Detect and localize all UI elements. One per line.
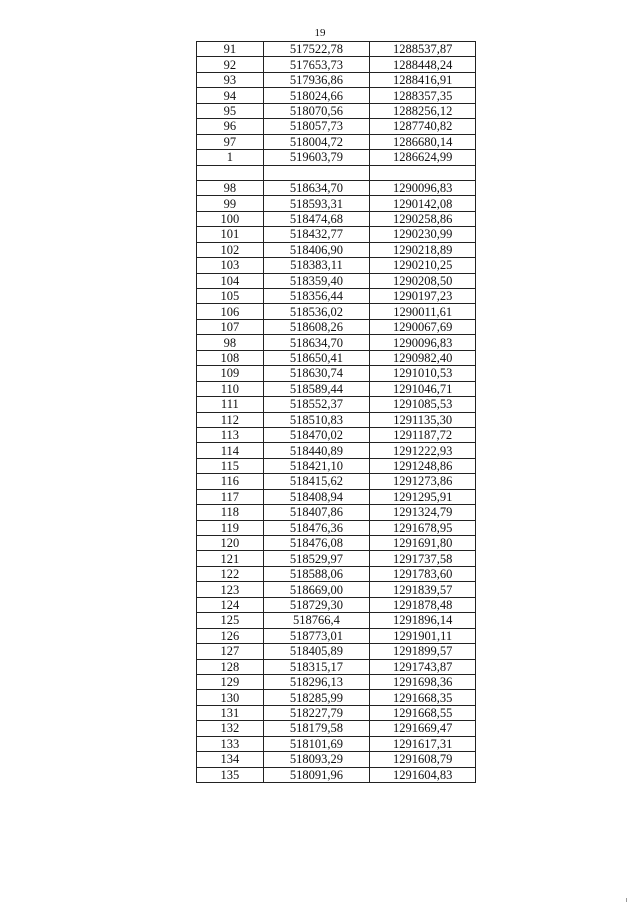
- y-coordinate-cell: 1290210,25: [370, 258, 476, 273]
- point-number-cell: 130: [197, 690, 264, 705]
- point-number-cell: 134: [197, 752, 264, 767]
- table-row: [197, 72, 476, 87]
- y-coordinate-cell: 1287740,82: [370, 119, 476, 134]
- table-row: [197, 350, 476, 365]
- point-number-cell: 96: [197, 119, 264, 134]
- x-coordinate-cell: 518593,31: [263, 196, 370, 211]
- x-coordinate-cell: 518536,02: [263, 304, 370, 319]
- x-coordinate-cell: 518432,77: [263, 227, 370, 242]
- y-coordinate-cell: 1291187,72: [370, 427, 476, 442]
- x-coordinate-cell: 518470,02: [263, 427, 370, 442]
- point-number-cell: 113: [197, 427, 264, 442]
- y-coordinate-cell: 1290982,40: [370, 350, 476, 365]
- table-row: [197, 242, 476, 257]
- table-row: [197, 551, 476, 566]
- y-coordinate-cell: 1291669,47: [370, 721, 476, 736]
- point-number-cell: 108: [197, 350, 264, 365]
- x-coordinate-cell: 518285,99: [263, 690, 370, 705]
- x-coordinate-cell: 518729,30: [263, 597, 370, 612]
- y-coordinate-cell: 1288537,87: [370, 42, 476, 57]
- x-coordinate-cell: 518408,94: [263, 489, 370, 504]
- page-number: 19: [314, 27, 326, 39]
- point-number-cell: 110: [197, 381, 264, 396]
- point-number-cell: 100: [197, 211, 264, 226]
- y-coordinate-cell: 1291678,95: [370, 520, 476, 535]
- x-coordinate-cell: 518588,06: [263, 566, 370, 581]
- y-coordinate-cell: 1291668,55: [370, 705, 476, 720]
- point-number-cell: 117: [197, 489, 264, 504]
- x-coordinate-cell: 518024,66: [263, 88, 370, 103]
- y-coordinate-cell: 1290258,86: [370, 211, 476, 226]
- x-coordinate-cell: 518093,29: [263, 752, 370, 767]
- y-coordinate-cell: 1290197,23: [370, 289, 476, 304]
- table-row: [197, 427, 476, 442]
- y-coordinate-cell: 1290096,83: [370, 180, 476, 195]
- y-coordinate-cell: 1291698,36: [370, 674, 476, 689]
- x-coordinate-cell: 518650,41: [263, 350, 370, 365]
- point-number-cell: 99: [197, 196, 264, 211]
- x-coordinate-cell: 518474,68: [263, 211, 370, 226]
- x-coordinate-cell: 518383,11: [263, 258, 370, 273]
- x-coordinate-cell: 518415,62: [263, 474, 370, 489]
- table-row: [197, 304, 476, 319]
- table-row: [197, 165, 476, 180]
- y-coordinate-cell: 1291783,60: [370, 566, 476, 581]
- x-coordinate-cell: 518091,96: [263, 767, 370, 782]
- point-number-cell: 97: [197, 134, 264, 149]
- x-coordinate-cell: 518057,73: [263, 119, 370, 134]
- point-number-cell: 121: [197, 551, 264, 566]
- point-number-cell: 128: [197, 659, 264, 674]
- x-coordinate-cell: 518630,74: [263, 366, 370, 381]
- point-number-cell: 129: [197, 674, 264, 689]
- y-coordinate-cell: 1290230,99: [370, 227, 476, 242]
- table-row: [197, 474, 476, 489]
- point-number-cell: 111: [197, 397, 264, 412]
- x-coordinate-cell: 518669,00: [263, 582, 370, 597]
- x-coordinate-cell: 518101,69: [263, 736, 370, 751]
- table-row: [197, 211, 476, 226]
- y-coordinate-cell: 1291324,79: [370, 505, 476, 520]
- x-coordinate-cell: 518476,36: [263, 520, 370, 535]
- x-coordinate-cell: 518634,70: [263, 335, 370, 350]
- table-row: [197, 180, 476, 195]
- table-row: [197, 458, 476, 473]
- point-number-cell: 125: [197, 613, 264, 628]
- y-coordinate-cell: 1286680,14: [370, 134, 476, 149]
- point-number-cell: 114: [197, 443, 264, 458]
- y-coordinate-cell: 1291737,58: [370, 551, 476, 566]
- x-coordinate-cell: 518296,13: [263, 674, 370, 689]
- y-coordinate-cell: 1291135,30: [370, 412, 476, 427]
- x-coordinate-cell: 518552,37: [263, 397, 370, 412]
- point-number-cell: 93: [197, 72, 264, 87]
- y-coordinate-cell: 1291295,91: [370, 489, 476, 504]
- y-coordinate-cell: 1291668,35: [370, 690, 476, 705]
- y-coordinate-cell: 1291901,11: [370, 628, 476, 643]
- x-coordinate-cell: 517653,73: [263, 57, 370, 72]
- table-row: [197, 119, 476, 134]
- point-number-cell: 98: [197, 335, 264, 350]
- point-number-cell: 120: [197, 536, 264, 551]
- table-row: [197, 752, 476, 767]
- x-coordinate-cell: [263, 165, 370, 180]
- x-coordinate-cell: 518608,26: [263, 319, 370, 334]
- table-row: [197, 134, 476, 149]
- point-number-cell: 101: [197, 227, 264, 242]
- point-number-cell: 131: [197, 705, 264, 720]
- y-coordinate-cell: 1290208,50: [370, 273, 476, 288]
- y-coordinate-cell: 1291010,53: [370, 366, 476, 381]
- point-number-cell: 119: [197, 520, 264, 535]
- y-coordinate-cell: 1290011,61: [370, 304, 476, 319]
- point-number-cell: 91: [197, 42, 264, 57]
- y-coordinate-cell: 1288357,35: [370, 88, 476, 103]
- y-coordinate-cell: 1290067,69: [370, 319, 476, 334]
- table-row: [197, 767, 476, 782]
- table-row: [197, 319, 476, 334]
- table-row: [197, 412, 476, 427]
- x-coordinate-cell: 518405,89: [263, 644, 370, 659]
- point-number-cell: 103: [197, 258, 264, 273]
- point-number-cell: 116: [197, 474, 264, 489]
- y-coordinate-cell: 1291899,57: [370, 644, 476, 659]
- x-coordinate-cell: 518440,89: [263, 443, 370, 458]
- point-number-cell: 104: [197, 273, 264, 288]
- x-coordinate-cell: 518510,83: [263, 412, 370, 427]
- table-row: [197, 520, 476, 535]
- point-number-cell: 94: [197, 88, 264, 103]
- table-row: [197, 366, 476, 381]
- y-coordinate-cell: 1291046,71: [370, 381, 476, 396]
- y-coordinate-cell: 1286624,99: [370, 150, 476, 165]
- x-coordinate-cell: 518407,86: [263, 505, 370, 520]
- table-row: [197, 582, 476, 597]
- y-coordinate-cell: 1291248,86: [370, 458, 476, 473]
- point-number-cell: 105: [197, 289, 264, 304]
- x-coordinate-cell: 518529,97: [263, 551, 370, 566]
- point-number-cell: 106: [197, 304, 264, 319]
- point-number-cell: 124: [197, 597, 264, 612]
- y-coordinate-cell: 1291273,86: [370, 474, 476, 489]
- table-row: [197, 536, 476, 551]
- point-number-cell: 95: [197, 103, 264, 118]
- x-coordinate-cell: 518421,10: [263, 458, 370, 473]
- point-number-cell: 107: [197, 319, 264, 334]
- margin-mark: [626, 898, 627, 902]
- x-coordinate-cell: 518179,58: [263, 721, 370, 736]
- y-coordinate-cell: 1291839,57: [370, 582, 476, 597]
- y-coordinate-cell: 1291691,80: [370, 536, 476, 551]
- point-number-cell: 109: [197, 366, 264, 381]
- point-number-cell: 126: [197, 628, 264, 643]
- point-number-cell: 118: [197, 505, 264, 520]
- table-row: [197, 88, 476, 103]
- table-row: [197, 628, 476, 643]
- point-number-cell: 123: [197, 582, 264, 597]
- table-row: [197, 150, 476, 165]
- y-coordinate-cell: 1291617,31: [370, 736, 476, 751]
- x-coordinate-cell: 518359,40: [263, 273, 370, 288]
- y-coordinate-cell: 1291085,53: [370, 397, 476, 412]
- coordinates-table: [196, 41, 476, 783]
- table-row: [197, 690, 476, 705]
- table-row: [197, 566, 476, 581]
- x-coordinate-cell: 518004,72: [263, 134, 370, 149]
- table-row: [197, 258, 476, 273]
- table-row: [197, 705, 476, 720]
- point-number-cell: 112: [197, 412, 264, 427]
- table-row: [197, 597, 476, 612]
- y-coordinate-cell: 1291608,79: [370, 752, 476, 767]
- y-coordinate-cell: 1291222,93: [370, 443, 476, 458]
- point-number-cell: 127: [197, 644, 264, 659]
- table-row: [197, 381, 476, 396]
- table-row: [197, 57, 476, 72]
- x-coordinate-cell: 518773,01: [263, 628, 370, 643]
- coordinates-table-body: [197, 42, 476, 783]
- point-number-cell: 133: [197, 736, 264, 751]
- table-row: [197, 273, 476, 288]
- point-number-cell: [197, 165, 264, 180]
- table-row: [197, 736, 476, 751]
- x-coordinate-cell: 518589,44: [263, 381, 370, 396]
- table-row: [197, 227, 476, 242]
- point-number-cell: 132: [197, 721, 264, 736]
- table-row: [197, 289, 476, 304]
- x-coordinate-cell: 518406,90: [263, 242, 370, 257]
- point-number-cell: 102: [197, 242, 264, 257]
- table-row: [197, 659, 476, 674]
- table-row: [197, 443, 476, 458]
- y-coordinate-cell: 1290142,08: [370, 196, 476, 211]
- y-coordinate-cell: 1291604,83: [370, 767, 476, 782]
- x-coordinate-cell: 517522,78: [263, 42, 370, 57]
- x-coordinate-cell: 518766,4: [263, 613, 370, 628]
- point-number-cell: 122: [197, 566, 264, 581]
- x-coordinate-cell: 518356,44: [263, 289, 370, 304]
- y-coordinate-cell: 1291878,48: [370, 597, 476, 612]
- y-coordinate-cell: 1290218,89: [370, 242, 476, 257]
- point-number-cell: 98: [197, 180, 264, 195]
- table-row: [197, 103, 476, 118]
- y-coordinate-cell: 1291896,14: [370, 613, 476, 628]
- table-row: [197, 489, 476, 504]
- x-coordinate-cell: 518476,08: [263, 536, 370, 551]
- table-row: [197, 644, 476, 659]
- x-coordinate-cell: 518070,56: [263, 103, 370, 118]
- y-coordinate-cell: [370, 165, 476, 180]
- table-row: [197, 196, 476, 211]
- y-coordinate-cell: 1288448,24: [370, 57, 476, 72]
- x-coordinate-cell: 518315,17: [263, 659, 370, 674]
- y-coordinate-cell: 1288416,91: [370, 72, 476, 87]
- table-row: [197, 674, 476, 689]
- point-number-cell: 135: [197, 767, 264, 782]
- table-row: [197, 613, 476, 628]
- x-coordinate-cell: 518634,70: [263, 180, 370, 195]
- table-row: [197, 335, 476, 350]
- point-number-cell: 1: [197, 150, 264, 165]
- x-coordinate-cell: 518227,79: [263, 705, 370, 720]
- y-coordinate-cell: 1288256,12: [370, 103, 476, 118]
- y-coordinate-cell: 1291743,87: [370, 659, 476, 674]
- point-number-cell: 115: [197, 458, 264, 473]
- y-coordinate-cell: 1290096,83: [370, 335, 476, 350]
- table-row: [197, 505, 476, 520]
- x-coordinate-cell: 519603,79: [263, 150, 370, 165]
- point-number-cell: 92: [197, 57, 264, 72]
- table-row: [197, 42, 476, 57]
- x-coordinate-cell: 517936,86: [263, 72, 370, 87]
- table-row: [197, 397, 476, 412]
- table-row: [197, 721, 476, 736]
